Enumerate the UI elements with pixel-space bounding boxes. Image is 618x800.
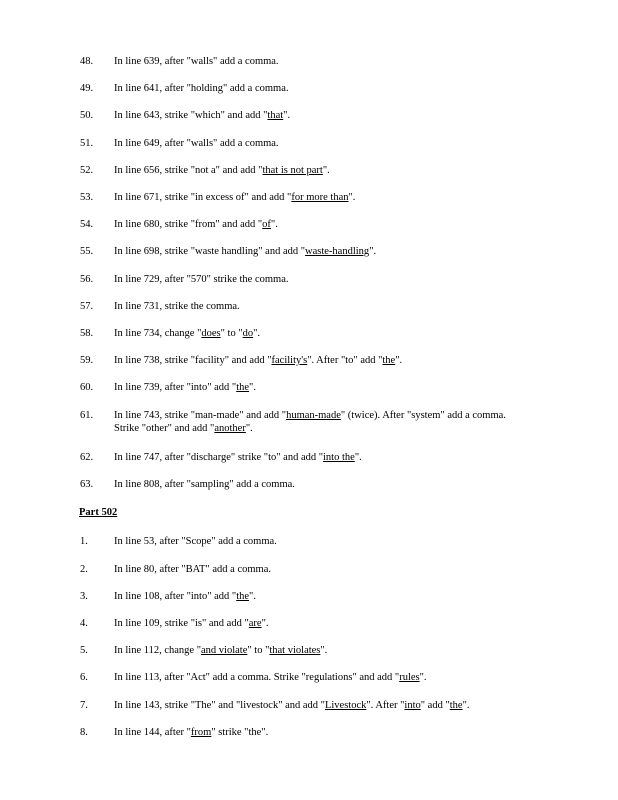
list-item xyxy=(80,354,558,367)
item-line: Strike "other" and add "another". xyxy=(114,423,253,434)
item-number: 55. xyxy=(80,246,94,257)
list-item xyxy=(80,535,558,548)
inserted-text: into the xyxy=(323,452,355,463)
list-item xyxy=(80,617,558,630)
item-text: In line 80, after "BAT" add a comma. xyxy=(114,564,271,575)
item-number: 50. xyxy=(80,110,94,121)
item-text: In line 108, after "into" add "the". xyxy=(114,591,256,602)
item-number: 59. xyxy=(80,355,94,366)
item-text: In line 643, strike "which" and add "that". xyxy=(114,110,291,121)
item-text: In line 641, after "holding" add a comma. xyxy=(114,83,289,94)
item-number: 48. xyxy=(80,56,94,67)
item-number: 51. xyxy=(80,138,94,149)
item-number: 52. xyxy=(80,165,94,176)
item-number: 1. xyxy=(80,536,88,547)
item-text: In line 53, after "Scope" add a comma. xyxy=(114,536,277,547)
list-item xyxy=(80,327,558,340)
list-item xyxy=(80,671,558,684)
item-text: In line 808, after "sampling" add a comma. xyxy=(114,479,295,490)
item-number: 7. xyxy=(80,700,88,711)
item-text: In line 649, after "walls" add a comma. xyxy=(114,138,279,149)
item-number: 8. xyxy=(80,727,88,738)
item-text: In line 729, after "570" strike the comma. xyxy=(114,274,289,285)
item-number: 49. xyxy=(80,83,94,94)
item-text xyxy=(114,409,558,435)
item-number: 58. xyxy=(80,328,94,339)
inserted-text: for more than xyxy=(291,192,349,203)
item-number: 57. xyxy=(80,301,94,312)
item-text: In line 109, strike "is" and add "are". xyxy=(114,618,269,629)
list-item xyxy=(80,164,558,177)
list-item xyxy=(80,137,558,150)
item-text: In line 738, strike "facility" and add "facility's". After "to" add "the". xyxy=(114,355,403,366)
list-item xyxy=(80,82,558,95)
list-item xyxy=(80,644,558,657)
list-item xyxy=(80,451,558,464)
inserted-text: the xyxy=(382,355,396,366)
item-number: 3. xyxy=(80,591,88,602)
list-item xyxy=(80,478,558,491)
list-item xyxy=(80,55,558,68)
inserted-text: that violates xyxy=(269,645,321,656)
list-item xyxy=(80,218,558,231)
item-text: In line 143, strike "The" and "livestock" and add "Livestock". After "into" add "the". xyxy=(114,700,470,711)
list-item xyxy=(80,563,558,576)
inserted-text: the xyxy=(236,382,250,393)
list-item xyxy=(80,273,558,286)
item-number: 63. xyxy=(80,479,94,490)
item-text: In line 671, strike "in excess of" and add "for more than". xyxy=(114,192,356,203)
item-text: In line 698, strike "waste handling" and add "waste-handling". xyxy=(114,246,377,257)
item-line: In line 743, strike "man-made" and add "human-made" (twice). After "system" add a comma. xyxy=(114,410,506,421)
list-item xyxy=(80,245,558,258)
item-number: 6. xyxy=(80,672,88,683)
item-text: In line 113, after "Act" add a comma. Strike "regulations" and add "rules". xyxy=(114,672,427,683)
inserted-text: rules xyxy=(399,672,420,683)
list-item xyxy=(80,191,558,204)
item-text: In line 734, change "does" to "do". xyxy=(114,328,261,339)
item-text: In line 656, strike "not a" and add "that is not part". xyxy=(114,165,330,176)
list-item xyxy=(80,590,558,603)
inserted-text: waste-handling xyxy=(305,246,370,257)
item-text: In line 747, after "discharge" strike "to" and add "into the". xyxy=(114,452,362,463)
inserted-text: are xyxy=(248,618,262,629)
item-number: 60. xyxy=(80,382,94,393)
inserted-text: that is not part xyxy=(262,165,323,176)
list-item xyxy=(80,381,558,394)
inserted-text: does xyxy=(201,328,221,339)
section-heading: Part 502 xyxy=(79,507,118,518)
inserted-text: facility's xyxy=(271,355,308,366)
item-text: In line 739, after "into" add "the". xyxy=(114,382,256,393)
list-item xyxy=(80,699,558,712)
inserted-text: and violate xyxy=(201,645,248,656)
item-text: In line 112, change "and violate" to "that violates". xyxy=(114,645,328,656)
inserted-text: do xyxy=(242,328,254,339)
item-number: 4. xyxy=(80,618,88,629)
inserted-text: another xyxy=(214,423,246,434)
inserted-text: the xyxy=(449,700,463,711)
inserted-text: the xyxy=(236,591,250,602)
item-number: 53. xyxy=(80,192,94,203)
item-number: 5. xyxy=(80,645,88,656)
item-number: 56. xyxy=(80,274,94,285)
list-item xyxy=(80,409,558,435)
item-number: 2. xyxy=(80,564,88,575)
item-text: In line 731, strike the comma. xyxy=(114,301,240,312)
list-item xyxy=(80,109,558,122)
inserted-text: into xyxy=(404,700,421,711)
inserted-text: Livestock xyxy=(324,700,367,711)
inserted-text: human-made xyxy=(286,410,341,421)
list-item xyxy=(80,300,558,313)
inserted-text: of xyxy=(262,219,271,230)
inserted-text: that xyxy=(267,110,284,121)
item-text: In line 680, strike "from" and add "of". xyxy=(114,219,278,230)
item-text: In line 639, after "walls" add a comma. xyxy=(114,56,279,67)
item-number: 61. xyxy=(80,410,94,421)
list-item xyxy=(80,726,558,739)
inserted-text: from xyxy=(190,727,212,738)
item-text: In line 144, after "from" strike "the". xyxy=(114,727,269,738)
item-number: 62. xyxy=(80,452,94,463)
item-number: 54. xyxy=(80,219,94,230)
